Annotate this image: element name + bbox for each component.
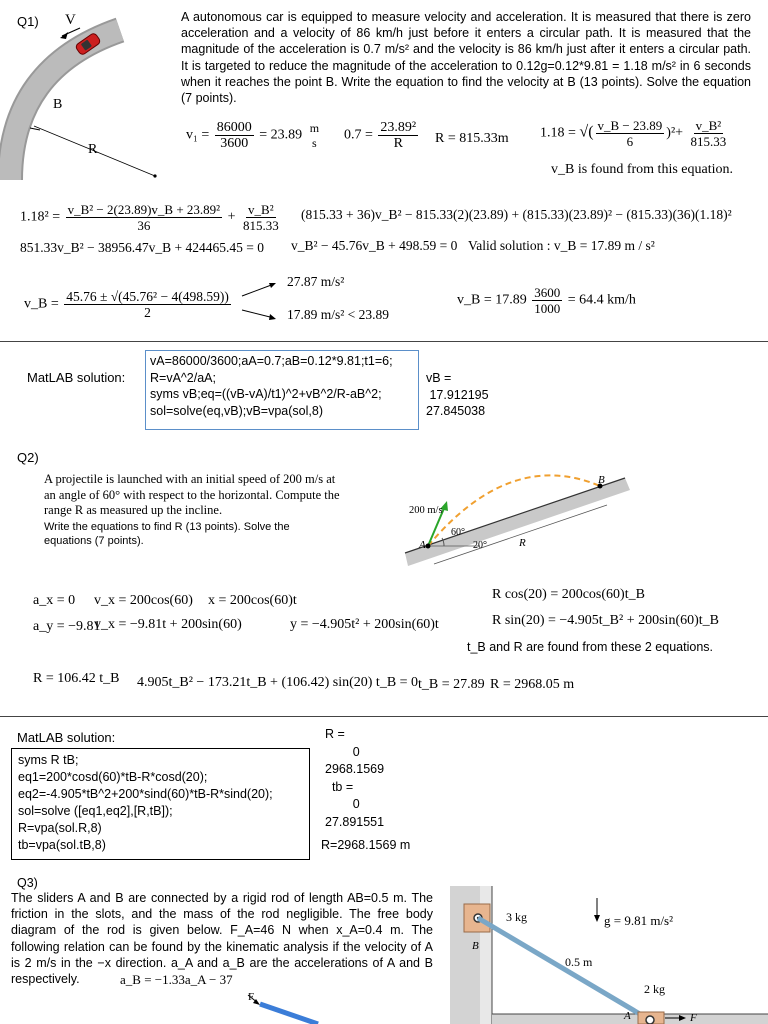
- fig-force-f: F: [690, 1012, 697, 1024]
- q1-matlab-label: MatLAB solution:: [27, 370, 126, 385]
- q3-relation: a_B = −1.33a_A − 37: [120, 972, 233, 987]
- eq-tb-quad: 4.905t_B² − 173.21t_B + (106.42) sin(20) t_B = 0: [137, 675, 419, 690]
- q3-figure: [450, 886, 768, 1024]
- q2-task-text: Write the equations to find R (13 points). Solve the equations (7 points).: [44, 521, 290, 547]
- q1-label: Q1): [17, 14, 39, 29]
- eq-y: y = −4.905t² + 200sin(60)t: [290, 617, 439, 632]
- fig-angle-20: 20°: [473, 540, 487, 551]
- fbd-force-label: F: [248, 991, 255, 1003]
- root-1: 27.87 m/s²: [287, 274, 345, 289]
- eq-r: R = 815.33m: [435, 131, 509, 146]
- q2-result: R=2968.1569 m: [321, 838, 411, 852]
- fig-b-label: B: [53, 97, 63, 112]
- eq-valid: Valid solution : v_B = 17.89 m / s²: [468, 238, 655, 253]
- eq-rcos: R cos(20) = 200cos(60)t_B: [492, 587, 645, 602]
- q3-problem-text: The sliders A and B are connected by a rigid rod of length AB=0.5 m. The friction in the slots, and the mass of the rod negligible. The free body diagram of the rod is given below. F_A=46 N when x_A=0.4 m. The following relation can be found by the kinematic analysis if the velocity of A is 2 m/s in the −x direction. a_A and a_B are the accelerations of A and B respectively.: [11, 891, 433, 987]
- eq-formula: v_B = $\frac{\text{45.76 ± √(45.76² − 4(498.59))}}{2}$: [24, 289, 229, 320]
- root-arrows: [240, 276, 280, 324]
- eq-x: x = 200cos(60)t: [208, 593, 297, 608]
- eq-tb: t_B = 27.89: [418, 677, 485, 692]
- fig-r-label: R: [88, 142, 98, 157]
- eq-r-value: R = 2968.05 m: [490, 677, 575, 692]
- eq-square: 1.18² = $\frac{\text{v\_B² − 2(23.89)v\_B + 23.89²}}{36}$ + $\frac{\text{v\_B²}}{815.33}$: [20, 202, 279, 233]
- fig-rod-length: 0.5 m: [565, 955, 593, 969]
- q2-matlab-label: MatLAB solution:: [17, 730, 116, 745]
- fig-mass-a: 2 kg: [644, 982, 665, 996]
- eq-118: 1.18 = √( $\frac{v\_B - 23.89}{6}$ )²+ $\frac{\text{v\_B²}}{815.33}$: [540, 118, 727, 149]
- eq-ax: a_x = 0: [33, 593, 76, 608]
- q1-matlab-code-box: [145, 350, 419, 430]
- eq-vy: v_x = −9.81t + 200sin(60): [94, 617, 242, 632]
- q2-matlab-code-box: [11, 748, 310, 860]
- fig-slider-b-label: B: [472, 940, 479, 952]
- divider-1: [0, 341, 768, 342]
- q1-matlab-code: vA=86000/3600;aA=0.7;aB=0.12*9.81;t1=6; R=vA^2/aA; syms vB;eq=((vB-vA)/t1)^2+vB^2/R-aB^2; sol=solve(eq,vB);vB=vpa(sol,8): [150, 354, 393, 418]
- fig-point-a: A: [419, 539, 426, 551]
- divider-2: [0, 716, 768, 717]
- q1-problem-text: A autonomous car is equipped to measure velocity and acceleration. It is measured that there is zero acceleration and a velocity of 86 km/h just before it enters a circular path. It is measured that the magnitude of the acceleration is 0.7 m/s² and the velocity is 86 km/h just after it enters a circular path. It is targeted to reduce the magnitude of the acceleration to 0.12g=0.12*9.81 = 1.18 m/s² in 6 seconds when it reaches the point B. Write the equation to find the velocity at B (13 points). Solve the equation (7 points).: [181, 10, 751, 106]
- fig-speed-label: 200 m/s: [409, 505, 443, 516]
- eq-v1: v₁ = $\frac{86000}{3600}$ = 23.89 m s: [186, 120, 320, 151]
- fig-point-b: B: [598, 474, 605, 486]
- gravity-arrow: [594, 915, 600, 922]
- eq-vx: v_x = 200cos(60): [94, 593, 193, 608]
- eq-expand: (815.33 + 36)v_B² − 815.33(2)(23.89) + (815.33)(23.89)² − (815.33)(36)(1.18)²: [301, 207, 732, 222]
- eq-rsin: R sin(20) = −4.905t_B² + 200sin(60)t_B: [492, 613, 720, 628]
- q2-matlab-output: R = 0 2968.1569 tb = 0 27.891551: [325, 727, 385, 829]
- eq-norm: v_B² − 45.76v_B + 498.59 = 0: [291, 238, 458, 253]
- q2-problem-text: A projectile is launched with an initial speed of 200 m/s at an angle of 60° with respect to the horizontal. Compute the range R as measured up the incline.: [44, 472, 340, 517]
- fig-gravity: g = 9.81 m/s²: [604, 913, 674, 928]
- rod-ab: [478, 918, 650, 1020]
- eq-acc: 0.7 = $\frac{\text{23.89²}}{R}$: [344, 120, 417, 151]
- fig-angle-60: 60°: [451, 527, 465, 538]
- eq-r-tb: R = 106.42 t_B: [33, 671, 120, 686]
- eq-quad: 851.33v_B² − 38956.47v_B + 424465.45 = 0: [20, 240, 265, 255]
- fig-v-label: V: [65, 12, 76, 28]
- q2-label: Q2): [17, 450, 39, 465]
- q1-matlab-output: vB = 17.912195 27.845038: [426, 371, 489, 418]
- eq-ay: a_y = −9.81: [33, 619, 101, 634]
- eq-conv: v_B = 17.89 $\frac{3600}{1000}$ = 64.4 km/h: [457, 285, 636, 316]
- q2-note: t_B and R are found from these 2 equations.: [467, 640, 713, 654]
- fig-range-r: R: [519, 537, 526, 549]
- q3-label: Q3): [17, 876, 38, 890]
- found-note: v_B is found from this equation.: [551, 162, 733, 177]
- q2-matlab-code: syms R tB; eq1=200*cosd(60)*tB-R*cosd(20); eq2=-4.905*tB^2+200*sind(60)*tB-R*sind(20); sol=solve ([eq1,eq2],[R,tB]); R=vpa(sol.R,8) tb=vpa(sol.tB,8): [18, 753, 273, 852]
- fig-slider-a-label: A: [624, 1010, 631, 1022]
- root-2: 17.89 m/s² < 23.89: [287, 307, 390, 322]
- fig-mass-b: 3 kg: [506, 910, 527, 924]
- rod-segment: [260, 1004, 318, 1024]
